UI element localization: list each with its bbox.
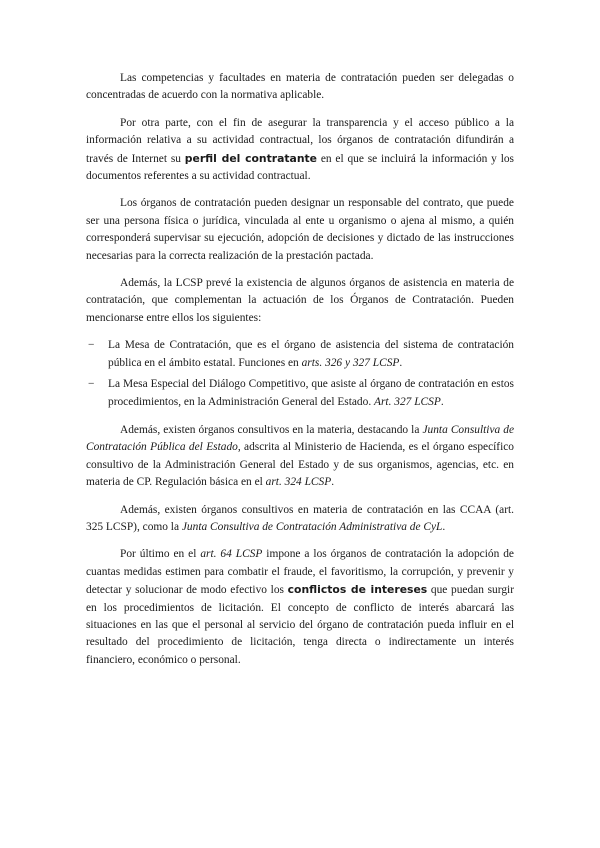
dash-icon: − — [88, 378, 95, 391]
dash-icon: − — [88, 339, 95, 352]
paragraph-conflictos: Por último en el art. 64 LCSP impone a los órganos de contratación la adopción de cuantas medidas estimen para combatir el fraude, el favoritismo, la corrupción, y prevenir y detectar y solucionar de modo efectivo los conflictos de intereses que puedan surgir en los procedimientos de licitación. El concepto de conflicto de interés abarcará las situaciones en las que el personal al servicio del órgano de contratación pueda influir en el resultado del procedimiento de licitación, tenga directa o indirectamente un interés financiero, económico o personal. — [86, 548, 514, 666]
bold-perfil-contratante: perfil del contratante — [184, 151, 317, 165]
document-page — [86, 70, 514, 679]
paragraph-responsable: Los órganos de contratación pueden designar un responsable del contrato, que puede ser una persona física o jurídica, vinculada al ente u organismo o ajena al mismo, a quién corresponderá supervisar su ejecución, adopción de decisiones y dictado de las instrucciones necesarias para la correcta realización de la prestación pactada. — [86, 197, 514, 262]
paragraph-profile: Por otra parte, con el fin de asegurar la transparencia y el acceso público a la información relativa a su actividad contractual, los órganos de contratación difundirán a través de Internet su perfil del contratante en el que se incluirá la información y los documentos referentes a su actividad contractual. — [86, 116, 514, 183]
bullet-list — [86, 337, 514, 411]
paragraph-junta-estado: Además, existen órganos consultivos en la materia, destacando la Junta Consultiva de Contratación Pública del Estado, adscrita al Ministerio de Hacienda, es el órgano específico consultivo de la Administración General del Estado y de sus organismos, agencias, etc. en materia de CP. Regulación básica en el art. 324 LCSP. — [86, 423, 514, 489]
paragraph-junta-ccaa: Además, existen órganos consultivos en materia de contratación en las CCAA (art. 325 LCSP), como la Junta Consultiva de Contratación Administrativa de CyL. — [86, 503, 514, 533]
list-item: − La Mesa Especial del Diálogo Competitivo, que asiste al órgano de contratación en estos procedimientos, en la Administración General del Estado. Art. 327 LCSP. — [88, 378, 514, 408]
list-item: − La Mesa de Contratación, que es el órgano de asistencia del sistema de contratación pública en el ámbito estatal. Funciones en arts. 326 y 327 LCSP. — [88, 339, 514, 369]
paragraph-delegation: Las competencias y facultades en materia de contratación pueden ser delegadas o concentradas de acuerdo con la normativa aplicable. — [86, 72, 514, 102]
bold-conflictos-intereses: conflictos de intereses — [287, 583, 428, 597]
paragraph-asistencia: Además, la LCSP prevé la existencia de algunos órganos de asistencia en materia de contratación, que complementan la actuación de los Órganos de Contratación. Pueden mencionarse entre ellos los siguientes: — [86, 277, 514, 324]
